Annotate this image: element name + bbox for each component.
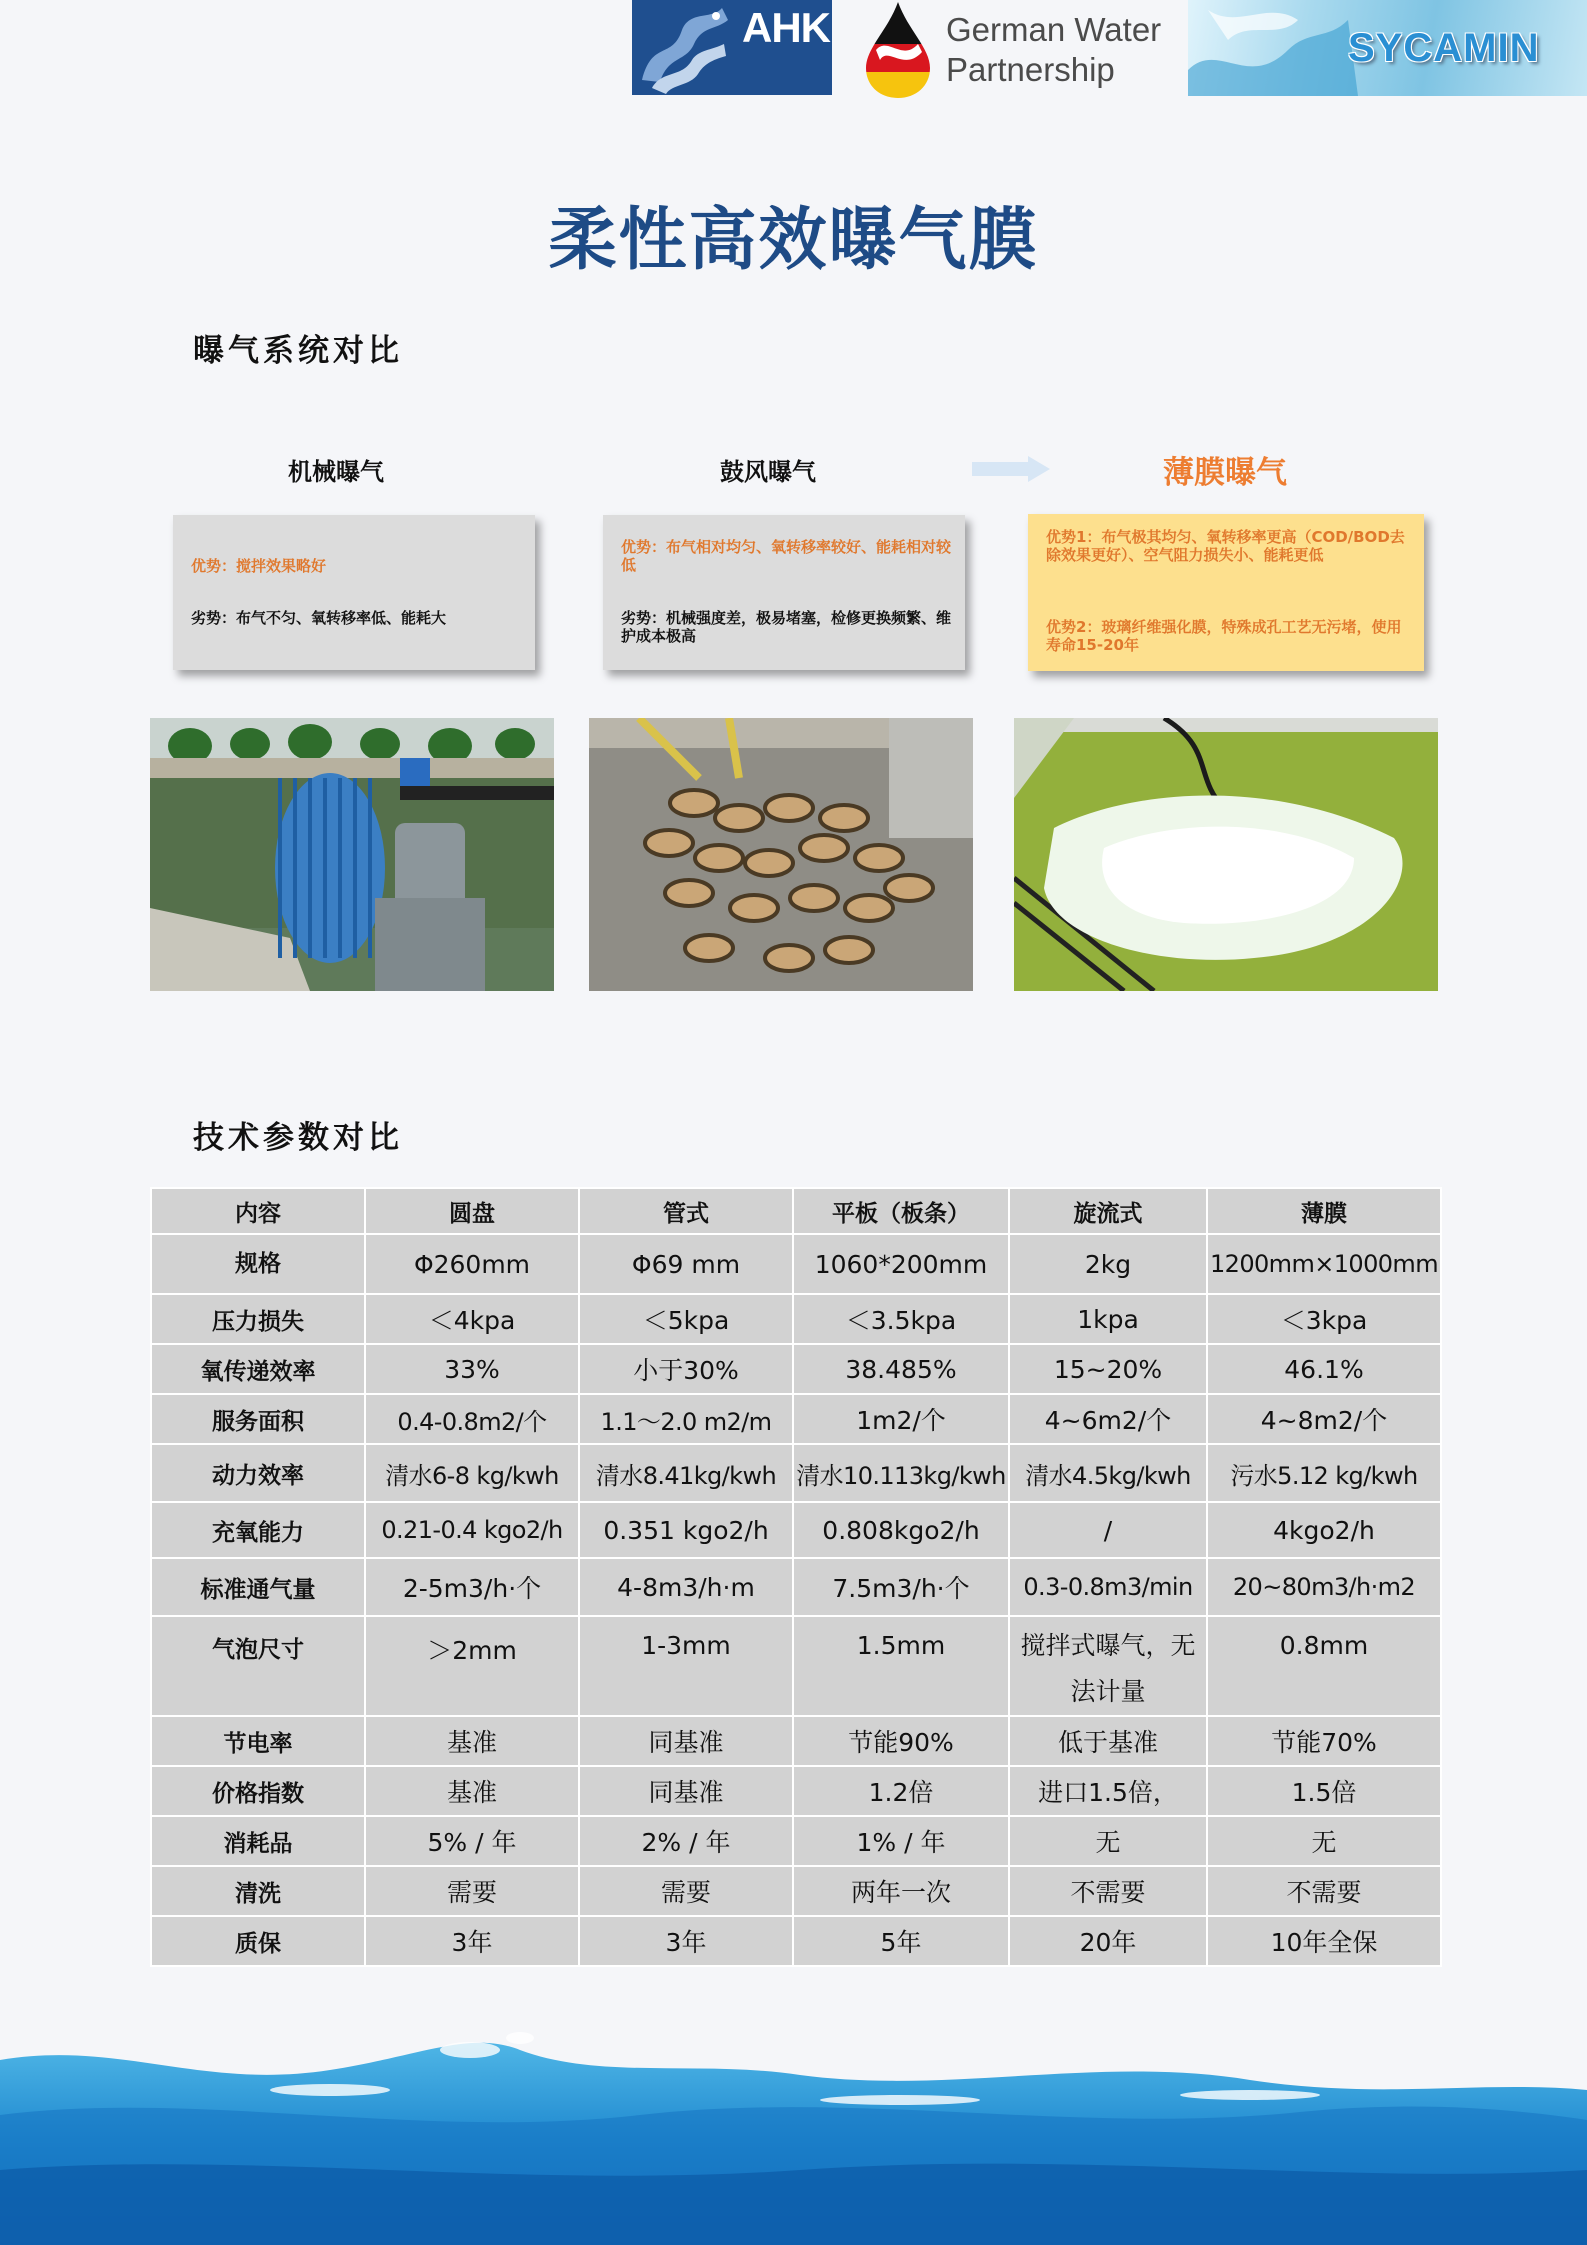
blower-aeration-card bbox=[603, 515, 965, 670]
table-cell: 无 bbox=[1207, 1816, 1441, 1866]
table-cell: 小于30% bbox=[579, 1344, 793, 1394]
table-cell: 15~20% bbox=[1009, 1344, 1207, 1394]
table-row bbox=[151, 1444, 1441, 1502]
table-cell: 节能90% bbox=[793, 1716, 1009, 1766]
table-cell: 1060*200mm bbox=[793, 1234, 1009, 1294]
page-title: 柔性高效曝气膜 bbox=[548, 201, 1039, 280]
table-cell: 0.808kgo2/h bbox=[793, 1502, 1009, 1558]
table-cell: 清水10.113kg/kwh bbox=[793, 1444, 1009, 1502]
table-header: 薄膜 bbox=[1207, 1188, 1441, 1234]
table-header: 圆盘 bbox=[365, 1188, 579, 1234]
table-cell: 两年一次 bbox=[793, 1866, 1009, 1916]
table-cell: 清水8.41kg/kwh bbox=[579, 1444, 793, 1502]
table-cell: 2% / 年 bbox=[579, 1816, 793, 1866]
table-cell: 4-8m3/h·m bbox=[579, 1558, 793, 1616]
method-label-mechanical: 机械曝气 bbox=[288, 458, 384, 486]
table-cell: 1.5mm bbox=[793, 1616, 1009, 1716]
table-cell: 2-5m3/h·个 bbox=[365, 1558, 579, 1616]
water-wave-decoration bbox=[0, 2020, 1587, 2245]
film-advantage-1: 优势1：布气极其均匀、氧转移率更高（COD/BOD去除效果更好）、空气阻力损失小、能耗更低 bbox=[1046, 528, 1405, 564]
film-aeration-card bbox=[1028, 514, 1424, 671]
table-cell: 0.4-0.8m2/个 bbox=[365, 1394, 579, 1444]
ahk-logo-text: AHK bbox=[742, 4, 830, 51]
table-cell: 20~80m3/h·m2 bbox=[1207, 1558, 1441, 1616]
table-cell: Φ69 mm bbox=[579, 1234, 793, 1294]
table-cell: 3年 bbox=[365, 1916, 579, 1966]
row-header: 价格指数 bbox=[151, 1766, 365, 1816]
table-cell: 0.21-0.4 kgo2/h bbox=[365, 1502, 579, 1558]
table-cell: 同基准 bbox=[579, 1716, 793, 1766]
table-cell: 1.5倍 bbox=[1207, 1766, 1441, 1816]
table-cell: 1.1～2.0 m2/m bbox=[579, 1394, 793, 1444]
parameter-comparison-table bbox=[150, 1187, 1442, 1967]
ahk-logo bbox=[632, 0, 832, 95]
table-cell: 节能70% bbox=[1207, 1716, 1441, 1766]
table-header: 平板（板条） bbox=[793, 1188, 1009, 1234]
table-header: 旋流式 bbox=[1009, 1188, 1207, 1234]
table-cell: 33% bbox=[365, 1344, 579, 1394]
table-cell: 4kgo2/h bbox=[1207, 1502, 1441, 1558]
table-cell: 4~6m2/个 bbox=[1009, 1394, 1207, 1444]
table-header: 内容 bbox=[151, 1188, 365, 1234]
water-drop-icon bbox=[858, 0, 938, 100]
row-header: 氧传递效率 bbox=[151, 1344, 365, 1394]
blower-disadvantage: 劣势：机械强度差，极易堵塞，检修更换频繁、维护成本极高 bbox=[621, 609, 952, 645]
table-cell: 1200mm×1000mm bbox=[1207, 1234, 1441, 1294]
table-cell: 基准 bbox=[365, 1766, 579, 1816]
method-label-blower: 鼓风曝气 bbox=[720, 458, 816, 486]
table-cell: 3年 bbox=[579, 1916, 793, 1966]
table-cell: ＜5kpa bbox=[579, 1294, 793, 1344]
table-cell: 1.2倍 bbox=[793, 1766, 1009, 1816]
table-header: 管式 bbox=[579, 1188, 793, 1234]
sycamin-logo-text: SYCAMIN bbox=[1348, 26, 1540, 70]
table-cell: ＞2mm bbox=[365, 1616, 579, 1716]
table-cell: 10年全保 bbox=[1207, 1916, 1441, 1966]
table-cell: ＜4kpa bbox=[365, 1294, 579, 1344]
table-cell: 需要 bbox=[365, 1866, 579, 1916]
table-cell: 不需要 bbox=[1207, 1866, 1441, 1916]
dragon-icon bbox=[632, 0, 742, 95]
row-header: 清洗 bbox=[151, 1866, 365, 1916]
table-cell: 不需要 bbox=[1009, 1866, 1207, 1916]
table-cell: ＜3kpa bbox=[1207, 1294, 1441, 1344]
table-cell: Φ260mm bbox=[365, 1234, 579, 1294]
table-cell: 1% / 年 bbox=[793, 1816, 1009, 1866]
table-cell: 污水5.12 kg/kwh bbox=[1207, 1444, 1441, 1502]
row-header: 动力效率 bbox=[151, 1444, 365, 1502]
table-cell: 清水4.5kg/kwh bbox=[1009, 1444, 1207, 1502]
table-cell: / bbox=[1009, 1502, 1207, 1558]
table-cell: 46.1% bbox=[1207, 1344, 1441, 1394]
mechanical-aeration-card bbox=[173, 515, 535, 670]
table-cell: 0.351 kgo2/h bbox=[579, 1502, 793, 1558]
film-aeration-photo bbox=[1014, 718, 1438, 991]
row-header: 气泡尺寸 bbox=[151, 1616, 365, 1716]
water-splash-icon bbox=[1188, 0, 1358, 96]
table-cell: 20年 bbox=[1009, 1916, 1207, 1966]
table-cell: 1m2/个 bbox=[793, 1394, 1009, 1444]
table-row bbox=[151, 1816, 1441, 1866]
table-cell: 7.5m3/h·个 bbox=[793, 1558, 1009, 1616]
table-row bbox=[151, 1344, 1441, 1394]
table-cell: 无 bbox=[1009, 1816, 1207, 1866]
row-header: 消耗品 bbox=[151, 1816, 365, 1866]
table-cell: 0.3-0.8m3/min bbox=[1009, 1558, 1207, 1616]
table-header-row bbox=[151, 1188, 1441, 1234]
table-cell: 基准 bbox=[365, 1716, 579, 1766]
gwp-logo-text: German Water Partnership bbox=[946, 11, 1162, 88]
table-row bbox=[151, 1234, 1441, 1294]
row-header: 服务面积 bbox=[151, 1394, 365, 1444]
table-cell: 进口1.5倍， bbox=[1009, 1766, 1207, 1816]
table-cell: 5% / 年 bbox=[365, 1816, 579, 1866]
section-title-technical-parameters: 技术参数对比 bbox=[193, 1120, 403, 1156]
table-row bbox=[151, 1502, 1441, 1558]
table-cell: 5年 bbox=[793, 1916, 1009, 1966]
table-cell: 1-3mm bbox=[579, 1616, 793, 1716]
table-row bbox=[151, 1766, 1441, 1816]
table-cell: 搅拌式曝气，无法计量 bbox=[1009, 1616, 1207, 1716]
german-water-partnership-logo bbox=[858, 0, 1188, 100]
blower-diffusers-photo bbox=[589, 718, 973, 991]
section-title-aeration-comparison: 曝气系统对比 bbox=[193, 333, 403, 369]
row-header: 规格 bbox=[151, 1234, 365, 1294]
method-label-film: 薄膜曝气 bbox=[1163, 455, 1287, 491]
arrow-right-icon bbox=[972, 456, 1050, 482]
row-header: 质保 bbox=[151, 1916, 365, 1966]
table-cell: 4~8m2/个 bbox=[1207, 1394, 1441, 1444]
table-cell: 需要 bbox=[579, 1866, 793, 1916]
table-cell: 0.8mm bbox=[1207, 1616, 1441, 1716]
row-header: 标准通气量 bbox=[151, 1558, 365, 1616]
table-cell: 同基准 bbox=[579, 1766, 793, 1816]
table-row bbox=[151, 1616, 1441, 1716]
mechanical-disadvantage: 劣势：布气不匀、氧转移率低、能耗大 bbox=[191, 609, 447, 627]
table-cell: 38.485% bbox=[793, 1344, 1009, 1394]
mechanical-advantage: 优势：搅拌效果略好 bbox=[191, 557, 327, 575]
row-header: 节电率 bbox=[151, 1716, 365, 1766]
table-row bbox=[151, 1866, 1441, 1916]
table-row bbox=[151, 1916, 1441, 1966]
blower-advantage: 优势：布气相对均匀、氧转移率较好、能耗相对较低 bbox=[621, 538, 952, 574]
table-row bbox=[151, 1394, 1441, 1444]
mechanical-aerator-photo bbox=[150, 718, 554, 991]
table-cell: 2kg bbox=[1009, 1234, 1207, 1294]
table-cell: ＜3.5kpa bbox=[793, 1294, 1009, 1344]
table-row bbox=[151, 1558, 1441, 1616]
row-header: 压力损失 bbox=[151, 1294, 365, 1344]
table-row bbox=[151, 1294, 1441, 1344]
table-cell: 1kpa bbox=[1009, 1294, 1207, 1344]
table-row bbox=[151, 1716, 1441, 1766]
table-cell: 低于基准 bbox=[1009, 1716, 1207, 1766]
row-header: 充氧能力 bbox=[151, 1502, 365, 1558]
table-cell: 清水6-8 kg/kwh bbox=[365, 1444, 579, 1502]
film-advantage-2: 优势2：玻璃纤维强化膜，特殊成孔工艺无污堵，使用寿命15-20年 bbox=[1046, 618, 1402, 654]
sycamin-logo bbox=[1188, 0, 1587, 96]
